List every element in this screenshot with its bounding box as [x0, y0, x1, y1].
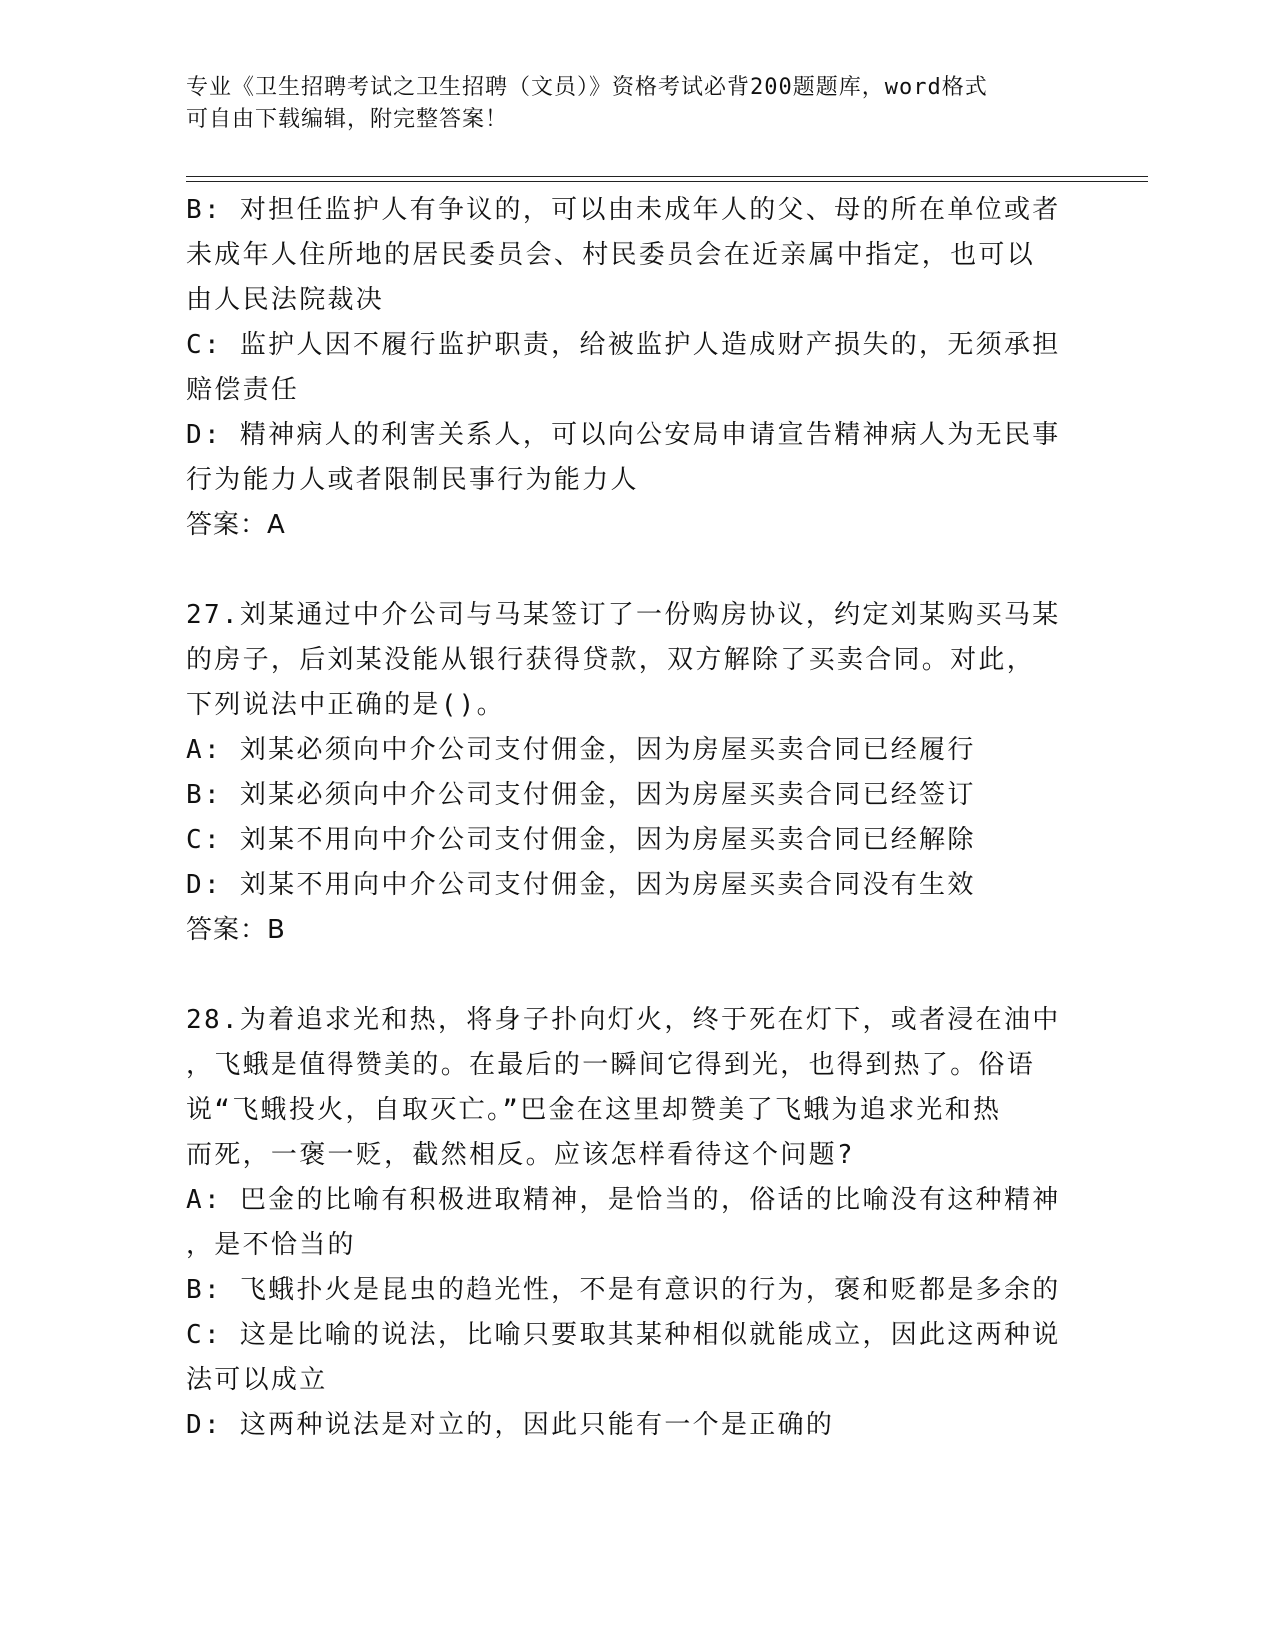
- option-c-line-2: 法可以成立: [186, 1365, 328, 1395]
- header-line-1: 专业《卫生招聘考试之卫生招聘（文员）》资格考试必背200题题库，word格式: [186, 75, 988, 100]
- question-stem-line-1: 27.刘某通过中介公司与马某签订了一份购房协议，约定刘某购买马某: [186, 600, 1061, 630]
- question-28: [186, 998, 1066, 1448]
- option-c-line-1: C: 监护人因不履行监护职责，给被监护人造成财产损失的，无须承担: [186, 330, 1061, 360]
- answer-label: 答案：A: [186, 510, 286, 540]
- answer-label: 答案：B: [186, 915, 286, 945]
- option-b-line-3: 由人民法院裁决: [186, 285, 385, 315]
- option-c-line-2: 赔偿责任: [186, 375, 300, 405]
- option-a: A: 刘某必须向中介公司支付佣金，因为房屋买卖合同已经履行: [186, 735, 976, 765]
- option-d: D: 这两种说法是对立的，因此只能有一个是正确的: [186, 1410, 835, 1440]
- document-header: [186, 72, 1066, 136]
- option-a-line-1: A: 巴金的比喻有积极进取精神，是恰当的，俗话的比喻没有这种精神: [186, 1185, 1061, 1215]
- option-b: B: 飞蛾扑火是昆虫的趋光性，不是有意识的行为，褒和贬都是多余的: [186, 1275, 1061, 1305]
- question-27: [186, 593, 1066, 953]
- option-d-line-1: D: 精神病人的利害关系人，可以向公安局申请宣告精神病人为无民事: [186, 420, 1061, 450]
- spacer: [186, 953, 1066, 998]
- document-body: [186, 188, 1066, 1448]
- option-b-line-1: B: 对担任监护人有争议的，可以由未成年人的父、母的所在单位或者: [186, 195, 1061, 225]
- option-c: C: 刘某不用向中介公司支付佣金，因为房屋买卖合同已经解除: [186, 825, 976, 855]
- option-c-line-1: C: 这是比喻的说法，比喻只要取其某种相似就能成立，因此这两种说: [186, 1320, 1061, 1350]
- question-stem-line-1: 28.为着追求光和热，将身子扑向灯火，终于死在灯下，或者浸在油中: [186, 1005, 1061, 1035]
- question-stem-line-2: 的房子，后刘某没能从银行获得贷款，双方解除了买卖合同。对此，: [186, 645, 1036, 675]
- option-d: D: 刘某不用向中介公司支付佣金，因为房屋买卖合同没有生效: [186, 870, 976, 900]
- question-stem-line-4: 而死，一褒一贬，截然相反。应该怎样看待这个问题?: [186, 1140, 855, 1170]
- spacer: [186, 548, 1066, 593]
- question-stem-line-3: 说“飞蛾投火，自取灭亡。”巴金在这里却赞美了飞蛾为追求光和热: [186, 1095, 1002, 1125]
- prev-question: [186, 188, 1066, 548]
- question-stem-line-3: 下列说法中正确的是()。: [186, 690, 505, 720]
- question-stem-line-2: ，飞蛾是值得赞美的。在最后的一瞬间它得到光，也得到热了。俗语: [186, 1050, 1036, 1080]
- header-line-2: 可自由下载编辑，附完整答案！: [186, 107, 509, 132]
- header-divider-bottom: [186, 181, 1148, 182]
- option-b-line-2: 未成年人住所地的居民委员会、村民委员会在近亲属中指定，也可以: [186, 240, 1036, 270]
- option-b: B: 刘某必须向中介公司支付佣金，因为房屋买卖合同已经签订: [186, 780, 976, 810]
- option-a-line-2: ，是不恰当的: [186, 1230, 356, 1260]
- option-d-line-2: 行为能力人或者限制民事行为能力人: [186, 465, 639, 495]
- header-divider-top: [186, 176, 1148, 177]
